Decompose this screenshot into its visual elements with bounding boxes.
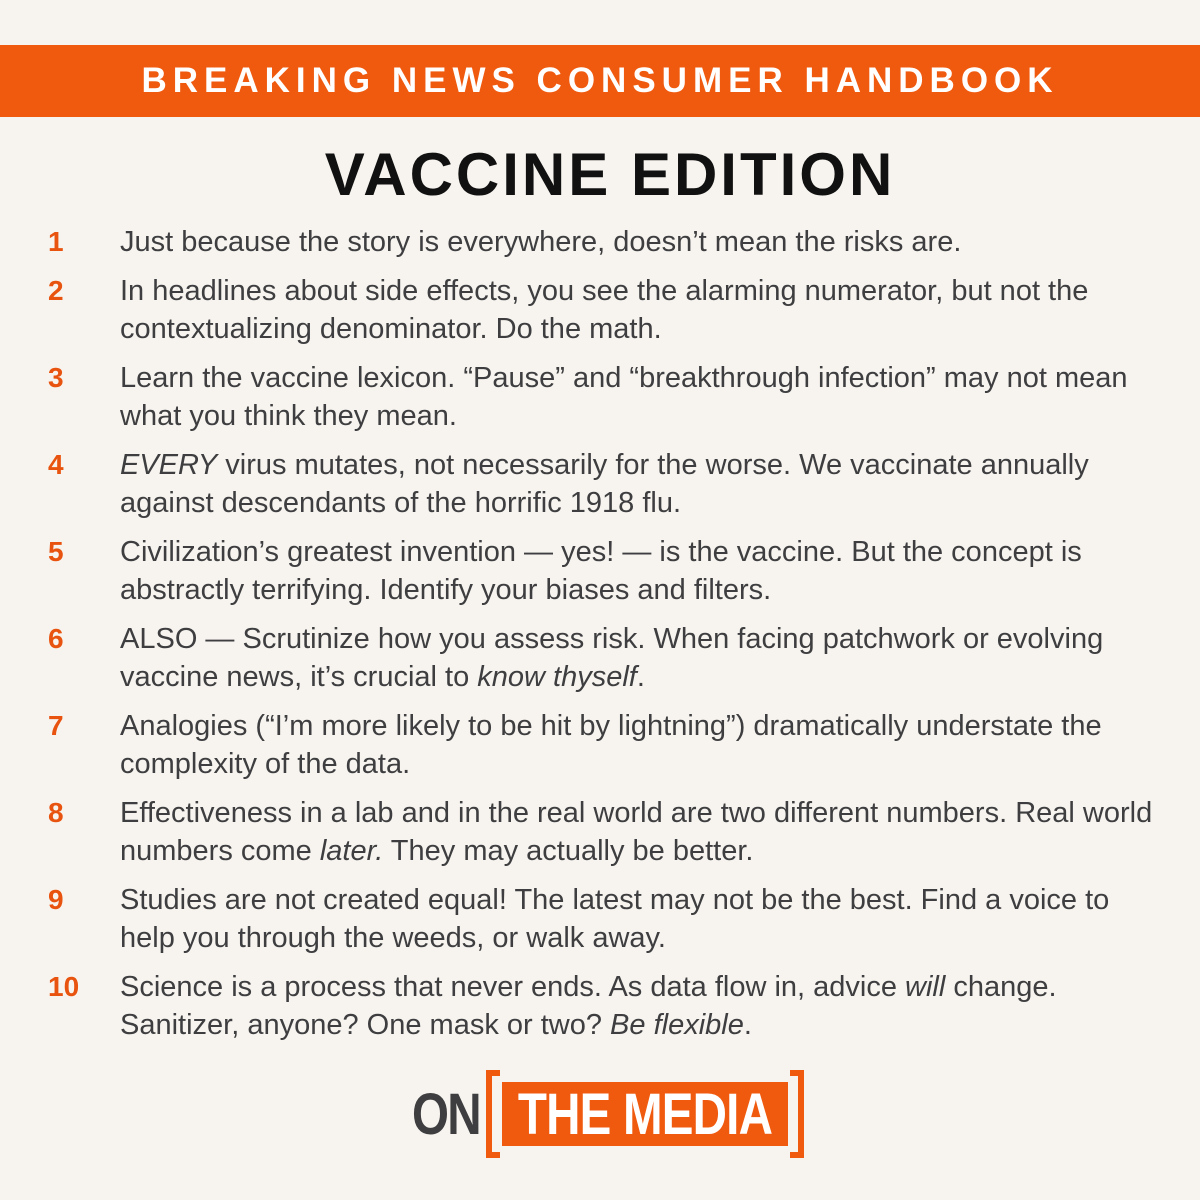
rule-number: 10 — [48, 971, 80, 1002]
rule-text — [120, 881, 1160, 957]
rule-text — [120, 272, 1160, 348]
logo-right-bracket — [790, 1070, 804, 1158]
rule-text — [120, 794, 1160, 870]
rules-list — [0, 223, 1200, 1055]
rule-text-segment: . — [743, 1009, 752, 1041]
rule-text-segment: In headlines about side effects, you see the alarming numerator, but not the contextualizing denominator. Do the math. — [120, 275, 1089, 345]
list-item — [0, 620, 1200, 696]
rule-text-segment: Studies are not created equal! The latest may not be the best. Find a voice to help you through the weeds, or walk away. — [120, 884, 1110, 954]
list-item — [0, 446, 1200, 522]
rule-number: 8 — [48, 797, 64, 828]
rule-text-segment: Just because the story is everywhere, doesn’t mean the risks are. — [120, 226, 962, 258]
list-item — [0, 707, 1200, 783]
rule-text-segment: Effectiveness in a lab and in the real world are two different numbers. Real world numbers come — [120, 797, 1153, 867]
logo-box — [502, 1082, 788, 1146]
rule-text-segment: They may actually be better. — [383, 835, 754, 867]
rule-text — [120, 620, 1160, 696]
list-item — [0, 359, 1200, 435]
rule-text-emphasis: will — [905, 971, 946, 1003]
rule-text-emphasis: EVERY — [120, 449, 218, 481]
rule-number: 6 — [48, 623, 64, 654]
rule-text — [120, 359, 1160, 435]
rule-text-segment: ALSO — Scrutinize how you assess risk. When facing patchwork or evolving vaccine news, it’s crucial to — [120, 623, 1104, 693]
rule-text-emphasis: Be flexible — [610, 1009, 744, 1041]
rule-text — [120, 446, 1160, 522]
banner-title: BREAKING NEWS CONSUMER HANDBOOK — [141, 61, 1059, 100]
rule-text — [120, 533, 1160, 609]
rule-text-segment: change. Sanitizer, anyone? One mask or two? — [120, 971, 1057, 1041]
logo-the-media-text: THE MEDIA — [517, 1081, 772, 1147]
list-item — [0, 794, 1200, 870]
rule-number: 5 — [48, 536, 64, 567]
rule-text-segment: Science is a process that never ends. As data flow in, advice — [120, 971, 906, 1003]
rule-number: 3 — [48, 362, 64, 393]
rule-text-segment: virus mutates, not necessarily for the worse. We vaccinate annually against descendants of the horrific 1918 flu. — [120, 449, 1089, 519]
rule-text — [120, 707, 1160, 783]
list-item — [0, 272, 1200, 348]
rule-number: 7 — [48, 710, 64, 741]
rule-text — [120, 968, 1160, 1044]
rule-text-emphasis: later. — [319, 835, 384, 867]
rule-text-segment: Analogies (“I’m more likely to be hit by lightning”) dramatically understate the complexity of the data. — [120, 710, 1102, 780]
rule-text-segment: Learn the vaccine lexicon. “Pause” and “breakthrough infection” may not mean what you think they mean. — [120, 362, 1128, 432]
page-title: VACCINE EDITION — [324, 141, 896, 208]
list-item — [0, 223, 1200, 261]
logo-left-bracket — [486, 1070, 500, 1158]
rule-number: 1 — [48, 226, 64, 257]
rule-number: 4 — [48, 449, 64, 480]
on-the-media-logo — [0, 1068, 1200, 1160]
logo-on-text: ON — [411, 1081, 480, 1147]
rule-text — [120, 223, 1160, 261]
header-banner — [0, 45, 1200, 117]
rule-text-emphasis: know thyself — [477, 661, 637, 693]
list-item — [0, 881, 1200, 957]
rule-number: 9 — [48, 884, 64, 915]
rule-text-segment: Civilization’s greatest invention — yes! — is the vaccine. But the concept is abstractly terrifying. Identify your biases and filters. — [120, 536, 1082, 606]
list-item — [0, 533, 1200, 609]
rule-text-segment: . — [636, 661, 645, 693]
list-item — [0, 968, 1200, 1044]
rule-number: 2 — [48, 275, 64, 306]
